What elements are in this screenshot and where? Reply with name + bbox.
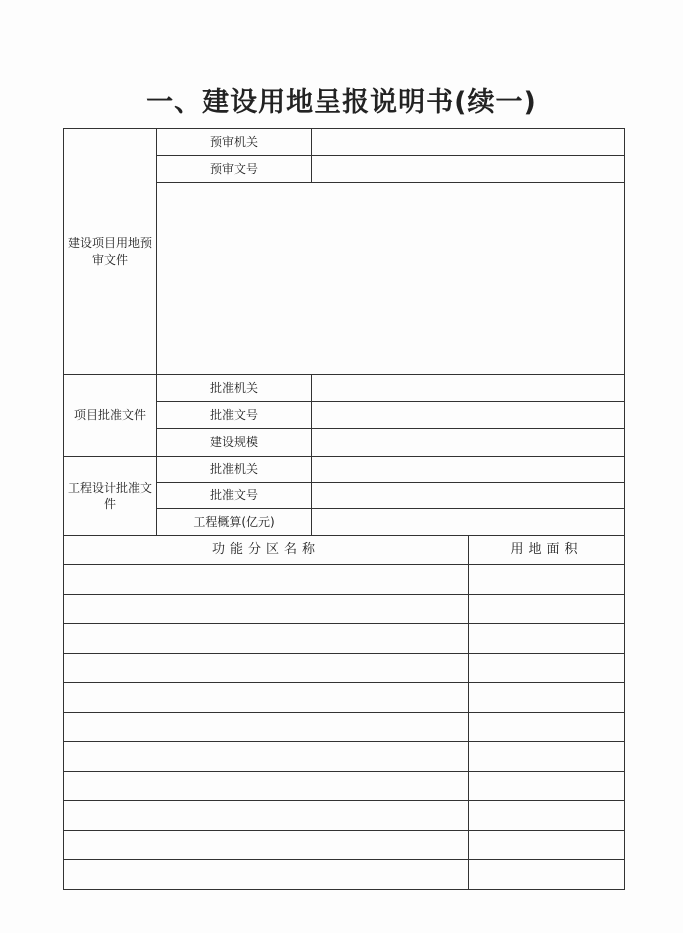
- zone-name-field[interactable]: [64, 683, 469, 713]
- zone-name-field[interactable]: [64, 860, 469, 890]
- zone-row: [64, 565, 625, 595]
- predocs-docno-label: 预审文号: [157, 156, 312, 183]
- approval-group-label: 项目批准文件: [64, 375, 157, 457]
- approval-docno-field[interactable]: [312, 402, 625, 429]
- design-group-label: 工程设计批准文件: [64, 457, 157, 536]
- approval-authority-label: 批准机关: [157, 375, 312, 402]
- design-docno-label: 批准文号: [157, 483, 312, 509]
- zone-row: [64, 683, 625, 713]
- zone-area-field[interactable]: [469, 742, 625, 772]
- approval-scale-label: 建设规模: [157, 429, 312, 457]
- zone-area-field[interactable]: [469, 860, 625, 890]
- zone-row: [64, 771, 625, 801]
- predocs-notes-area[interactable]: [157, 183, 625, 375]
- zone-name-field[interactable]: [64, 742, 469, 772]
- predocs-docno-field[interactable]: [312, 156, 625, 183]
- zone-row: [64, 653, 625, 683]
- zone-area-field[interactable]: [469, 801, 625, 831]
- design-budget-label: 工程概算(亿元): [157, 509, 312, 536]
- predocs-authority-field[interactable]: [312, 129, 625, 156]
- zone-area-field[interactable]: [469, 624, 625, 654]
- zone-area-field[interactable]: [469, 712, 625, 742]
- zone-row: [64, 624, 625, 654]
- zone-name-field[interactable]: [64, 801, 469, 831]
- design-docno-field[interactable]: [312, 483, 625, 509]
- zone-area-field[interactable]: [469, 653, 625, 683]
- zone-area-field[interactable]: [469, 594, 625, 624]
- zone-name-field[interactable]: [64, 594, 469, 624]
- zone-row: [64, 594, 625, 624]
- zone-name-header: 功能分区名称: [64, 536, 469, 565]
- zone-row: [64, 830, 625, 860]
- predocs-authority-label: 预审机关: [157, 129, 312, 156]
- zone-name-field[interactable]: [64, 653, 469, 683]
- approval-docno-label: 批准文号: [157, 402, 312, 429]
- zone-area-field[interactable]: [469, 771, 625, 801]
- approval-authority-field[interactable]: [312, 375, 625, 402]
- zone-row: [64, 742, 625, 772]
- zone-area-field[interactable]: [469, 830, 625, 860]
- predocs-group-label: 建设项目用地预审文件: [64, 129, 157, 375]
- land-report-form: [63, 128, 625, 890]
- zone-area-header: 用地面积: [469, 536, 625, 565]
- design-budget-field[interactable]: [312, 509, 625, 536]
- zone-name-field[interactable]: [64, 771, 469, 801]
- design-authority-field[interactable]: [312, 457, 625, 483]
- zone-name-field[interactable]: [64, 830, 469, 860]
- page-title: 一、建设用地呈报说明书(续一): [146, 87, 537, 118]
- zone-name-field[interactable]: [64, 712, 469, 742]
- design-authority-label: 批准机关: [157, 457, 312, 483]
- approval-scale-field[interactable]: [312, 429, 625, 457]
- zone-area-field[interactable]: [469, 565, 625, 595]
- zone-name-field[interactable]: [64, 565, 469, 595]
- zone-row: [64, 801, 625, 831]
- zone-row: [64, 712, 625, 742]
- zone-name-field[interactable]: [64, 624, 469, 654]
- zone-area-field[interactable]: [469, 683, 625, 713]
- zone-row: [64, 860, 625, 890]
